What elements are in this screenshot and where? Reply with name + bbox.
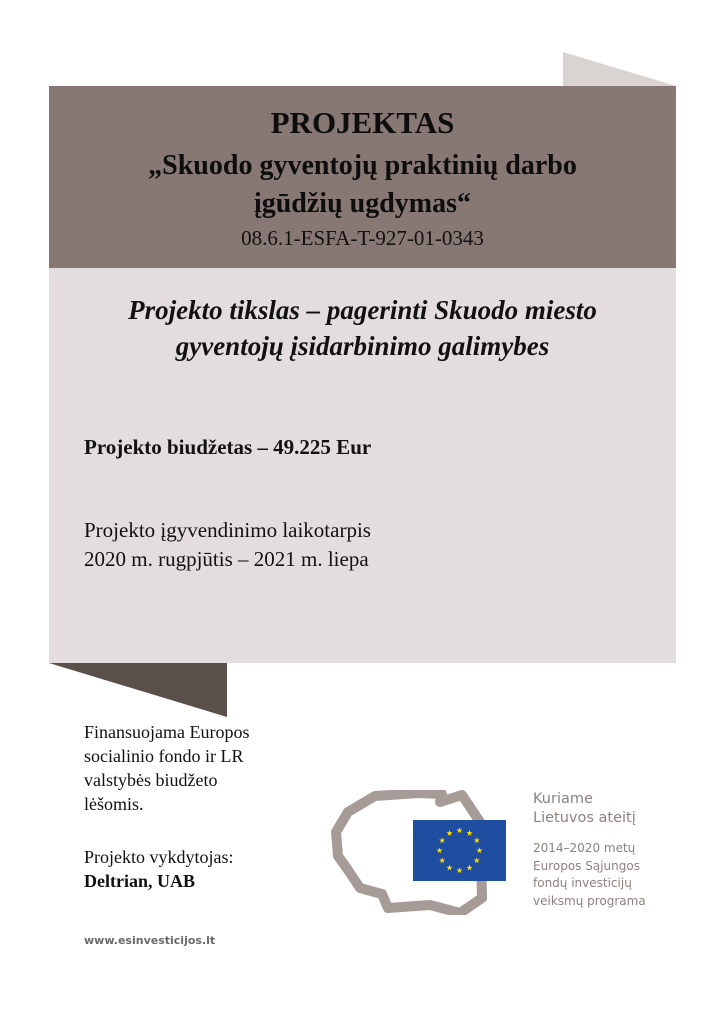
- project-heading: PROJEKTAS: [270, 105, 455, 140]
- project-period-label: Projekto įgyvendinimo laikotarpis: [84, 518, 371, 542]
- funding-line-3: valstybės biudžeto: [84, 770, 218, 790]
- project-name-line-2: įgūdžių ugdymas“: [253, 188, 472, 219]
- project-name-line-1: „Skuodo gyventojų praktinių darbo: [148, 150, 577, 181]
- program-line-1: 2014–2020 metų: [533, 841, 636, 855]
- project-goal-line-2: gyventojų įsidarbinimo galimybes: [175, 331, 550, 361]
- project-budget: Projekto biudžetas – 49.225 Eur: [84, 435, 372, 459]
- bottom-ribbon-fold: [49, 663, 227, 717]
- project-period-value: 2020 m. rugpjūtis – 2021 m. liepa: [84, 547, 369, 571]
- project-code: 08.6.1-ESFA-T-927-01-0343: [241, 226, 484, 250]
- logo-slogan: [533, 790, 636, 828]
- slogan-line-2: Lietuvos ateitį: [533, 810, 636, 826]
- project-goal: [49, 292, 676, 364]
- top-ribbon-fold: [563, 52, 676, 86]
- program-line-2: Europos Sąjungos: [533, 858, 640, 873]
- website-link[interactable]: www.esinvesticijos.lt: [84, 934, 216, 947]
- executor-name: Deltrian, UAB: [84, 871, 195, 891]
- slogan-line-1: Kuriame: [533, 791, 593, 807]
- program-line-3: fondų investicijų: [533, 876, 632, 890]
- project-executor: [84, 845, 234, 893]
- program-line-4: veiksmų programa: [533, 893, 646, 908]
- funding-line-4: lėšomis.: [84, 794, 144, 814]
- project-name: [49, 147, 676, 223]
- project-period: [84, 516, 371, 574]
- funding-note: [84, 720, 324, 816]
- funding-line-1: Finansuojama Europos: [84, 722, 250, 742]
- project-goal-line-1: Projekto tikslas – pagerinti Skuodo miesto: [128, 295, 597, 325]
- executor-label: Projekto vykdytojas:: [84, 847, 234, 867]
- funding-line-2: socialinio fondo ir LR: [84, 746, 244, 766]
- eu-flag-icon: [413, 820, 506, 881]
- logo-program: [533, 840, 646, 910]
